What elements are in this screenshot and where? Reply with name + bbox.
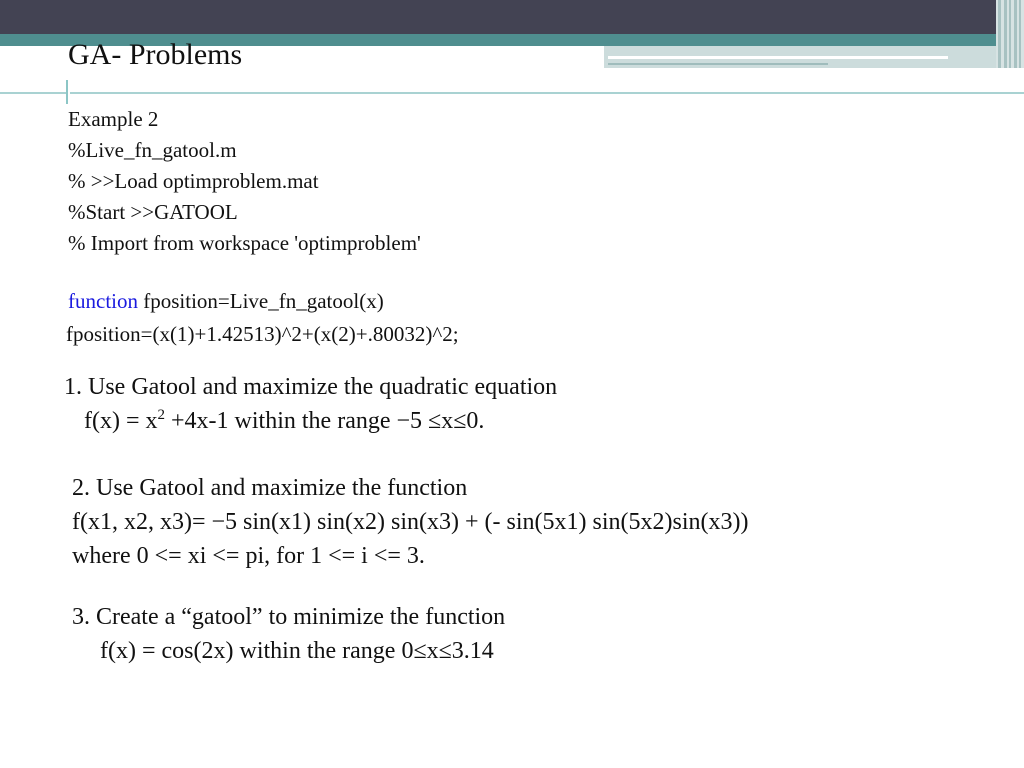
code-comment-line: % >>Load optimproblem.mat bbox=[68, 169, 319, 193]
top-header-bar bbox=[0, 0, 1024, 34]
problem-1-statement: 1. Use Gatool and maximize the quadratic equation bbox=[64, 374, 558, 400]
function-keyword: function bbox=[68, 289, 138, 313]
fposition-expression: fposition=(x(1)+1.42513)^2+(x(2)+.80032)^2; bbox=[66, 322, 459, 346]
title-rule-tick bbox=[66, 80, 68, 104]
corner-stripe bbox=[1014, 0, 1017, 68]
accent-line-white bbox=[608, 56, 948, 59]
problem-2-equation: f(x1, x2, x3)= −5 sin(x1) sin(x2) sin(x3) + (- sin(5x1) sin(5x2)sin(x3)) bbox=[72, 509, 749, 535]
code-comment-line: %Live_fn_gatool.m bbox=[68, 138, 237, 162]
problem-3-statement: 3. Create a “gatool” to minimize the function bbox=[72, 604, 506, 630]
corner-stripe bbox=[998, 0, 1001, 68]
corner-stripes bbox=[996, 0, 1024, 68]
problem-3 bbox=[72, 600, 505, 668]
problem-3-equation: f(x) = cos(2x) within the range 0≤x≤3.14 bbox=[100, 638, 494, 664]
problem-1-exponent: 2 bbox=[157, 407, 166, 423]
function-declaration bbox=[68, 286, 384, 317]
code-comment-block bbox=[68, 104, 421, 259]
example-label: Example 2 bbox=[68, 107, 159, 131]
accent-line-teal bbox=[608, 63, 828, 65]
code-comment-line: % Import from workspace 'optimproblem' bbox=[68, 231, 421, 255]
problem-1-equation-pre: f(x) = x bbox=[84, 408, 158, 434]
light-accent-band bbox=[604, 46, 1000, 68]
title-rule-right bbox=[70, 92, 1024, 94]
problem-2-statement: 2. Use Gatool and maximize the function bbox=[72, 475, 468, 501]
corner-stripe bbox=[1019, 0, 1021, 68]
corner-stripe bbox=[1004, 0, 1007, 68]
function-signature: fposition=Live_fn_gatool(x) bbox=[137, 289, 384, 313]
slide-title: GA- Problems bbox=[68, 38, 243, 71]
problem-1 bbox=[64, 370, 557, 438]
code-comment-line: %Start >>GATOOL bbox=[68, 200, 238, 224]
title-rule-left bbox=[0, 92, 66, 94]
corner-stripe bbox=[1009, 0, 1011, 68]
problem-1-equation-post: +4x-1 within the range −5 ≤x≤0. bbox=[165, 408, 485, 434]
problem-1-equation bbox=[64, 404, 557, 438]
problem-2-constraint: where 0 <= xi <= pi, for 1 <= i <= 3. bbox=[72, 543, 425, 569]
problem-2 bbox=[72, 471, 749, 573]
